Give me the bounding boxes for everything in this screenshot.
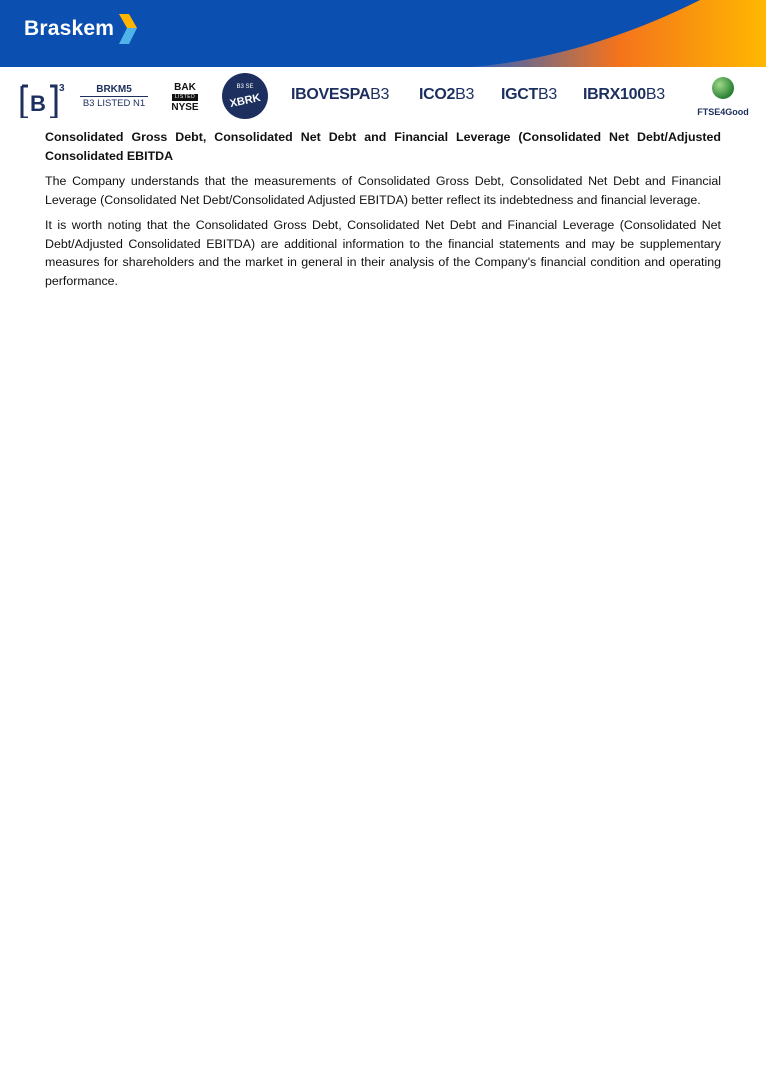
globe-icon	[711, 76, 735, 100]
braskem-mark-icon	[117, 14, 137, 44]
document-body	[45, 128, 721, 297]
section-heading: Consolidated Gross Debt, Consolidated Net Debt and Financial Leverage (Consolidated Net Debt/Adjusted Consolidated EBITDA	[45, 130, 721, 163]
brkm-ticker: BRKM5	[80, 84, 148, 97]
nyse-listed: LISTED	[172, 94, 198, 101]
xbrl-label: XBRK	[228, 91, 262, 111]
nyse-exchange: NYSE	[171, 102, 199, 113]
xbrl-top-text: B3 SE	[236, 84, 254, 90]
xbrl-seal-icon	[220, 72, 270, 120]
ftse4good-label: FTSE4Good	[697, 107, 749, 117]
brand-name: Braskem	[24, 17, 115, 40]
paragraph-1: The Company understands that the measurements of Consolidated Gross Debt, Consolidated Net Debt and Financial Leverage (Consolidated Net Debt/Consolidated Adjusted EBITDA) better reflect its indebtedness and financial leverage.	[45, 174, 721, 207]
brkm-listing: B3 LISTED N1	[82, 98, 146, 109]
b3-logo	[18, 78, 66, 123]
index-igct-suffix: B3	[538, 86, 558, 103]
svg-text:B: B	[30, 91, 46, 116]
paragraph-2: It is worth noting that the Consolidated Gross Debt, Consolidated Net Debt and Financial Leverage (Consolidated Net Debt/Adjusted Consolidated EBITDA) are additional information to the financial statements and may be supplementary measures for shareholders and the market in general in their analysis of the Company's financial condition and operating performance.	[45, 218, 721, 288]
listing-badges	[0, 70, 766, 120]
index-igct-name: IGCT	[501, 86, 539, 103]
b3-superscript: 3	[59, 83, 65, 94]
index-ibovespa-name: IBOVESPA	[291, 86, 371, 103]
nyse-badge	[168, 82, 202, 113]
index-igct	[501, 86, 557, 104]
index-ico2-suffix: B3	[455, 86, 475, 103]
index-ico2	[419, 86, 474, 104]
brkm-badge	[80, 84, 148, 109]
index-ibrx100-suffix: B3	[645, 86, 665, 103]
index-ibovespa-suffix: B3	[370, 86, 390, 103]
nyse-ticker: BAK	[174, 82, 196, 93]
b3-logo-icon	[18, 78, 66, 118]
header-banner	[0, 0, 766, 67]
xbrl-badge	[220, 72, 270, 125]
index-ibrx100-name: IBRX100	[583, 86, 646, 103]
index-ico2-name: ICO2	[419, 86, 456, 103]
braskem-logo	[24, 14, 137, 44]
index-ibrx100	[583, 86, 665, 104]
ftse4good-badge	[692, 76, 754, 117]
index-ibovespa	[291, 86, 389, 104]
